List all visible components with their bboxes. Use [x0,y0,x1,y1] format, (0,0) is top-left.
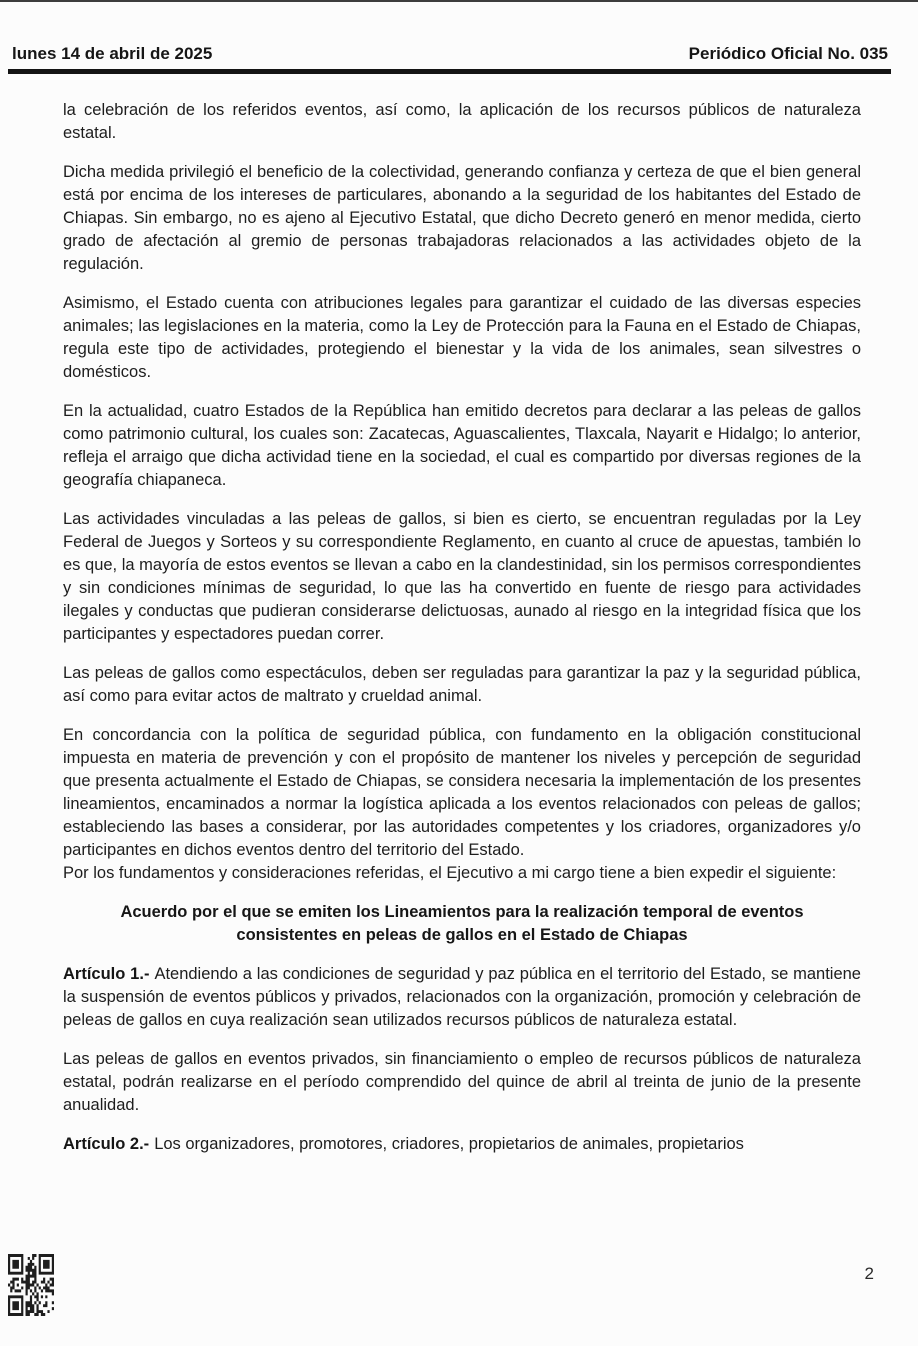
paragraph-fundamentos: Por los fundamentos y consideraciones referidas, el Ejecutivo a mi cargo tiene a bien expedir el siguiente: [63,864,837,882]
paragraph-intro-continuation: la celebración de los referidos eventos, así como, la aplicación de los recursos públicos de naturaleza estatal. [63,101,861,142]
header-date: lunes 14 de abril de 2025 [12,44,213,63]
article-1-label: Artículo 1.- [63,965,150,983]
paragraph-en-la-actualidad: En la actualidad, cuatro Estados de la República han emitido decretos para declarar a las peleas de gallos como patrimonio cultural, los cuales son: Zacatecas, Aguascalientes, Tlaxcala, Nayarit e Hidalgo; lo anterior, refleja el arraigo que dicha actividad tiene en la sociedad, el cual es compartido por diversas regiones de la geografía chiapaneca. [63,402,861,489]
article-2-label: Artículo 2.- [63,1135,150,1153]
page-header [0,2,918,68]
paragraph-dicha-medida: Dicha medida privilegió el beneficio de la colectividad, generando confianza y certeza de que el bien general está por encima de los intereses de particulares, abonando a la seguridad de los habitantes del Estado de Chiapas. Sin embargo, no es ajeno al Ejecutivo Estatal, que dicho Decreto generó en menor medida, cierto grado de afectación al gremio de personas trabajadoras relacionados a las actividades objeto de la regulación. [63,163,861,273]
article-1 [63,963,861,1032]
paragraph-espectaculos: Las peleas de gallos como espectáculos, deben ser reguladas para garantizar la paz y la seguridad pública, así como para evitar actos de maltrato y crueldad animal. [63,664,861,705]
header-gazette-number: Periódico Oficial No. 035 [688,44,888,63]
qr-code [8,1254,54,1316]
article-2 [63,1133,861,1156]
page-number: 2 [864,1264,874,1283]
paragraph-actividades-vinculadas: Las actividades vinculadas a las peleas de gallos, si bien es cierto, se encuentran reguladas por la Ley Federal de Juegos y Sorteos y su correspondiente Reglamento, en cuanto al cruce de apuestas, también lo es que, la mayoría de estos eventos se llevan a cabo en la clandestinidad, sin los permisos correspondientes y sin condiciones mínimas de seguridad, lo que las ha convertido en fuente de riesgo para actividades ilegales y conductas que pudieran considerarse delictuosas, aunado al riesgo en la integridad física que los participantes y espectadores puedan correr. [63,510,861,643]
paragraph-eventos-privados: Las peleas de gallos en eventos privados, sin financiamiento o empleo de recursos públicos de naturaleza estatal, podrán realizarse en el período comprendido del quince de abril al treinta de junio de la presente anualidad. [63,1050,861,1114]
decree-title: Acuerdo por el que se emiten los Lineamientos para la realización temporal de eventos consistentes en peleas de gallos en el Estado de Chiapas [120,903,804,944]
paragraph-en-concordancia: En concordancia con la política de seguridad pública, con fundamento en la obligación constitucional impuesta en materia de prevención y con el propósito de mantener los niveles y percepción de seguridad que presenta actualmente el Estado de Chiapas, se considera necesaria la implementación de los presentes lineamientos, encaminados a normar la logística aplicada a los eventos relacionados con peleas de gallos; estableciendo las bases a considerar, por las autoridades competentes y los criadores, organizadores y/o participantes en dichos eventos dentro del territorio del Estado. [63,726,861,859]
article-1-text: Atendiendo a las condiciones de seguridad y paz pública en el territorio del Estado, se mantiene la suspensión de eventos públicos y privados, relacionados con la organización, promoción y celebración de peleas de gallos en cuya realización sean utilizados recursos públicos de naturaleza estatal. [63,965,861,1029]
document-body [0,74,918,1156]
article-2-text: Los organizadores, promotores, criadores, propietarios de animales, propietarios [154,1135,744,1153]
paragraph-asimismo: Asimismo, el Estado cuenta con atribuciones legales para garantizar el cuidado de las diversas especies animales; las legislaciones en la materia, como la Ley de Protección para la Fauna en el Estado de Chiapas, regula este tipo de actividades, protegiendo el bienestar y la vida de los animales, sean silvestres o domésticos. [63,294,861,381]
